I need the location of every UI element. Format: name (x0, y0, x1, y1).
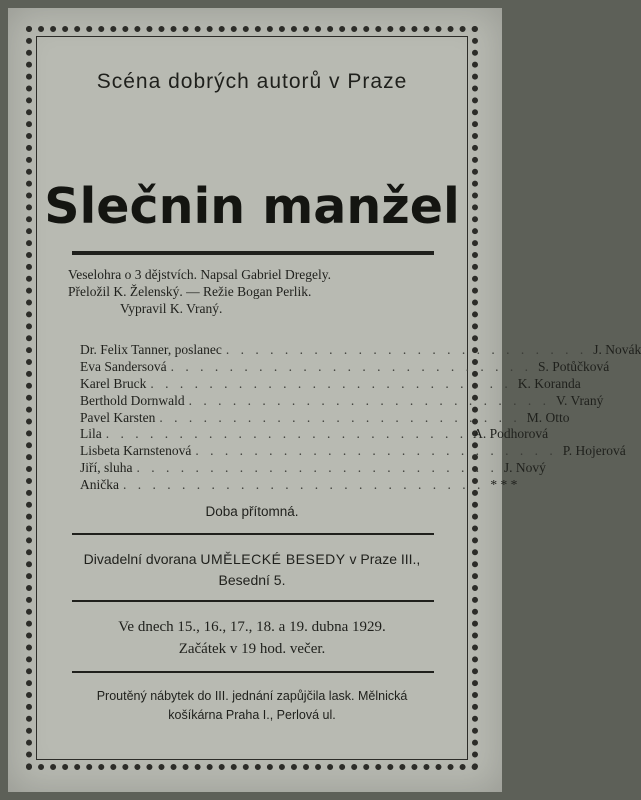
leader-dots: . . . . . . . . . . . . . . . . . . . . . . . . . (159, 409, 521, 425)
cast-actor: P. Hojerová (562, 443, 626, 459)
title-underline (72, 251, 434, 255)
leader-dots: . . . . . . . . . . . . . . . . . . . . . . . . . (170, 358, 532, 374)
leader-dots: . . . . . . . . . . . . . . . . . . . . . . . . . (136, 460, 498, 476)
play-credits (68, 266, 448, 317)
venue-suffix: v Praze III., (349, 551, 421, 567)
divider (72, 671, 434, 673)
leader-dots: . . . . . . . . . . . . . . . . . . . . . . . . . (195, 443, 557, 459)
venue-line (44, 549, 460, 570)
cast-row (80, 375, 581, 393)
start-time: Začátek v 19 hod. večer. (178, 641, 326, 657)
cast-role: Anička (80, 477, 119, 493)
venue-block (44, 549, 460, 591)
leader-dots: . . . . . . . . . . . . . . . . . . . . . . . . . (225, 342, 588, 357)
venue-street: Besední 5. (218, 572, 286, 588)
cast-role: Lisbeta Karnstenová (80, 443, 192, 459)
theatre-name: Scéna dobrých autorů v Praze (96, 70, 408, 93)
cast-actor: A. Podhorová (473, 426, 549, 442)
cast-role: Lila (80, 426, 102, 442)
leader-dots: . . . . . . . . . . . . . . . . . . . . . . . . . (105, 426, 468, 442)
period-note: Doba přítomná. (205, 504, 299, 519)
furniture-credit-line-2: košíkárna Praha I., Perlová ul. (168, 708, 336, 722)
cast-row (80, 477, 518, 494)
cast-role: Dr. Felix Tanner, poslanec (80, 342, 222, 357)
cast-actor: * * * (490, 477, 518, 493)
divider (72, 600, 434, 602)
cast-role: Pavel Karsten (80, 409, 156, 425)
cast-role: Eva Sandersová (80, 358, 167, 374)
leader-dots: . . . . . . . . . . . . . . . . . . . . . . . . . (122, 477, 485, 493)
cast-row (80, 426, 549, 443)
cast-row (80, 443, 626, 460)
furniture-credit-line-1: Proutěný nábytek do III. jednání zapůjčila lask. Mělnická (96, 689, 408, 703)
cast-row (80, 358, 610, 376)
cast-role: Berthold Dornwald (80, 392, 185, 408)
performance-info (44, 616, 460, 660)
cast-row (80, 392, 604, 410)
cast-actor: J. Novák (593, 342, 641, 357)
cast-actor: K. Koranda (517, 375, 581, 391)
cast-actor: S. Potůčková (537, 358, 610, 374)
credits-line-genre: Veselohra o 3 dějstvích. Napsal Gabriel Dregely. (68, 267, 332, 282)
divider (72, 533, 434, 535)
cast-actor: M. Otto (526, 409, 570, 425)
credits-line-design: Vypravil K. Vraný. (120, 301, 223, 316)
cast-actor: V. Vraný (555, 392, 604, 408)
performance-dates: Ve dnech 15., 16., 17., 18. a 19. dubna 1929. (118, 619, 386, 635)
venue-name: UMĚLECKÉ BESEDY (200, 551, 346, 567)
cast-role: Jiří, sluha (80, 460, 133, 476)
cast-actor: J. Nový (503, 460, 546, 476)
credits-line-translation: Přeložil K. Želenský. — Režie Bogan Perlik. (68, 284, 312, 299)
cast-list (80, 342, 641, 494)
leader-dots: . . . . . . . . . . . . . . . . . . . . . . . . . (150, 375, 512, 391)
cast-role: Karel Bruck (80, 375, 147, 391)
cast-row (80, 409, 570, 427)
play-title: Slečnin manžel (44, 178, 460, 235)
venue-prefix: Divadelní dvorana (83, 551, 197, 567)
poster-content (44, 44, 641, 752)
furniture-credit (44, 687, 460, 725)
cast-row (80, 342, 641, 359)
cast-row (80, 460, 546, 477)
leader-dots: . . . . . . . . . . . . . . . . . . . . . . . . . (188, 392, 550, 408)
